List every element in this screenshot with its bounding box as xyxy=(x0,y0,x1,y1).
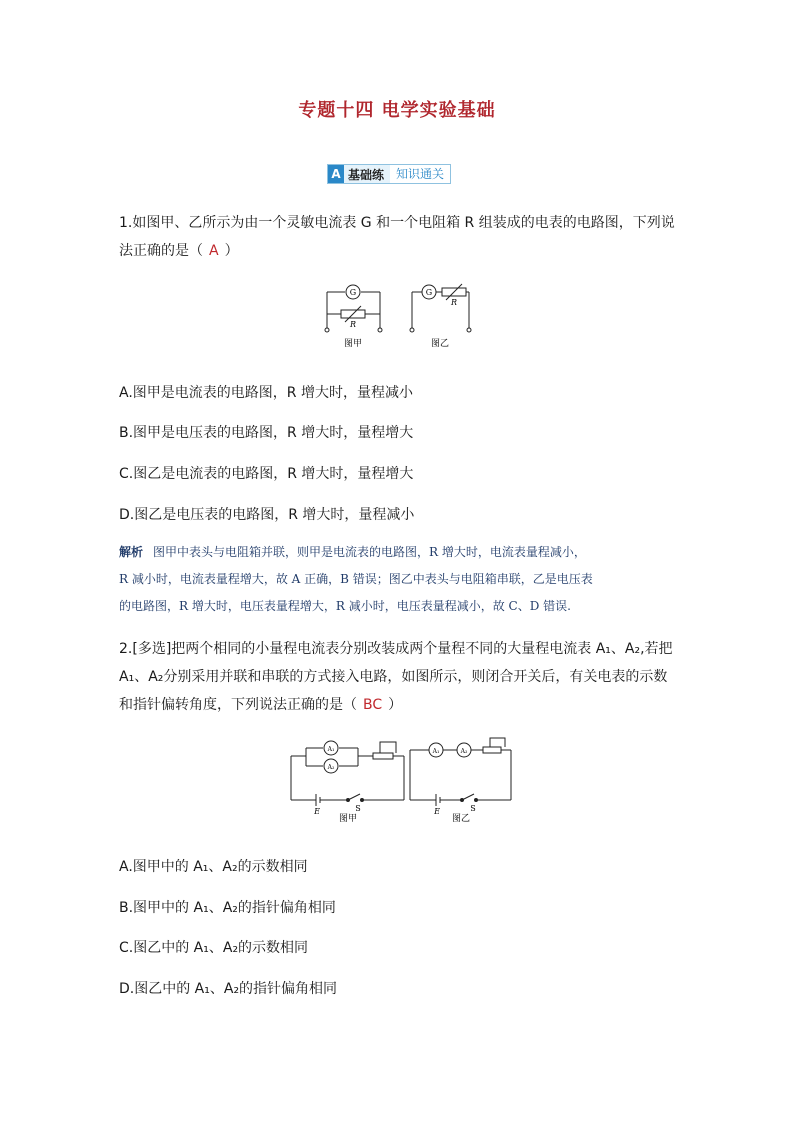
badge-letter: A xyxy=(328,165,344,183)
question-1-line2: 法正确的是（ A ） xyxy=(119,237,679,265)
explanation-line3: 的电路图，R 增大时，电压表量程增大，R 减小时，电压表量程减小，故 C、D 错误. xyxy=(119,599,571,613)
battery-label-2: E xyxy=(434,807,440,816)
question-2-line1: 2.[多选]把两个相同的小量程电流表分别改装成两个量程不同的大量程电流表 A₁、A₂,若把 xyxy=(119,641,673,657)
question-1-line1: 1.如图甲、乙所示为由一个灵敏电流表 G 和一个电阻箱 R 组装成的电表的电路图，下列说 xyxy=(119,215,675,231)
badge-label: 基础练 xyxy=(348,167,385,182)
question-2-stem xyxy=(119,635,679,719)
galvanometer-label: G xyxy=(349,288,357,297)
ammeter-a2-label: A₂ xyxy=(327,764,335,771)
resistor-label-2: R xyxy=(450,298,458,307)
explanation-line1: 解析 图甲中表头与电阻箱并联，则甲是电流表的电路图，R 增大时，电流表量程减小， xyxy=(119,545,586,559)
question-2-option-a: A.图甲中的 A₁、A₂的示数相同 xyxy=(119,859,308,875)
figure2-caption-left: 图甲 xyxy=(338,814,358,824)
figure-caption-left: 图甲 xyxy=(343,339,363,349)
badge-sublabel: 知识通关 xyxy=(390,165,450,183)
ammeter-a1-label-2: A₁ xyxy=(432,748,440,755)
question-1-stem xyxy=(119,209,679,265)
ammeter-a2-label-2: A₂ xyxy=(460,748,468,755)
section-badge xyxy=(327,164,451,184)
switch-label: S xyxy=(355,804,361,813)
question-1-option-d: D.图乙是电压表的电路图，R 增大时，量程减小 xyxy=(119,507,415,523)
question-2-option-c: C.图乙中的 A₁、A₂的示数相同 xyxy=(119,940,309,956)
question-2-answer: BC xyxy=(363,697,383,713)
question-1-figure xyxy=(318,280,478,352)
figure-caption-right: 图乙 xyxy=(430,339,450,349)
question-1-option-b: B.图甲是电压表的电路图，R 增大时，量程增大 xyxy=(119,425,414,441)
question-1-answer: A xyxy=(209,243,219,259)
explanation-line2: R 减小时，电流表量程增大，故 A 正确，B 错误；图乙中表头与电阻箱串联，乙是电压表 xyxy=(119,572,593,586)
document-title: 专题十四 电学实验基础 xyxy=(298,100,496,121)
ammeter-a1-label: A₁ xyxy=(327,746,335,753)
battery-label: E xyxy=(314,807,320,816)
question-1-option-c: C.图乙是电流表的电路图，R 增大时，量程增大 xyxy=(119,466,414,482)
switch-label-2: S xyxy=(470,804,476,813)
explanation-label: 解析 xyxy=(119,545,144,559)
question-1-option-a: A.图甲是电流表的电路图，R 增大时，量程减小 xyxy=(119,385,413,401)
question-2-line3: 和指针偏转角度，下列说法正确的是（ BC ） xyxy=(119,691,679,719)
figure2-caption-right: 图乙 xyxy=(451,814,471,824)
question-2-option-d: D.图乙中的 A₁、A₂的指针偏角相同 xyxy=(119,981,338,997)
question-2-figure xyxy=(286,736,516,824)
galvanometer-label-2: G xyxy=(425,288,433,297)
question-1-explanation xyxy=(119,539,679,620)
resistor-label: R xyxy=(349,320,357,329)
question-2-line2: A₁、A₂分别采用并联和串联的方式接入电路，如图所示，则闭合开关后，有关电表的示数 xyxy=(119,669,668,685)
question-2-option-b: B.图甲中的 A₁、A₂的指针偏角相同 xyxy=(119,900,336,916)
